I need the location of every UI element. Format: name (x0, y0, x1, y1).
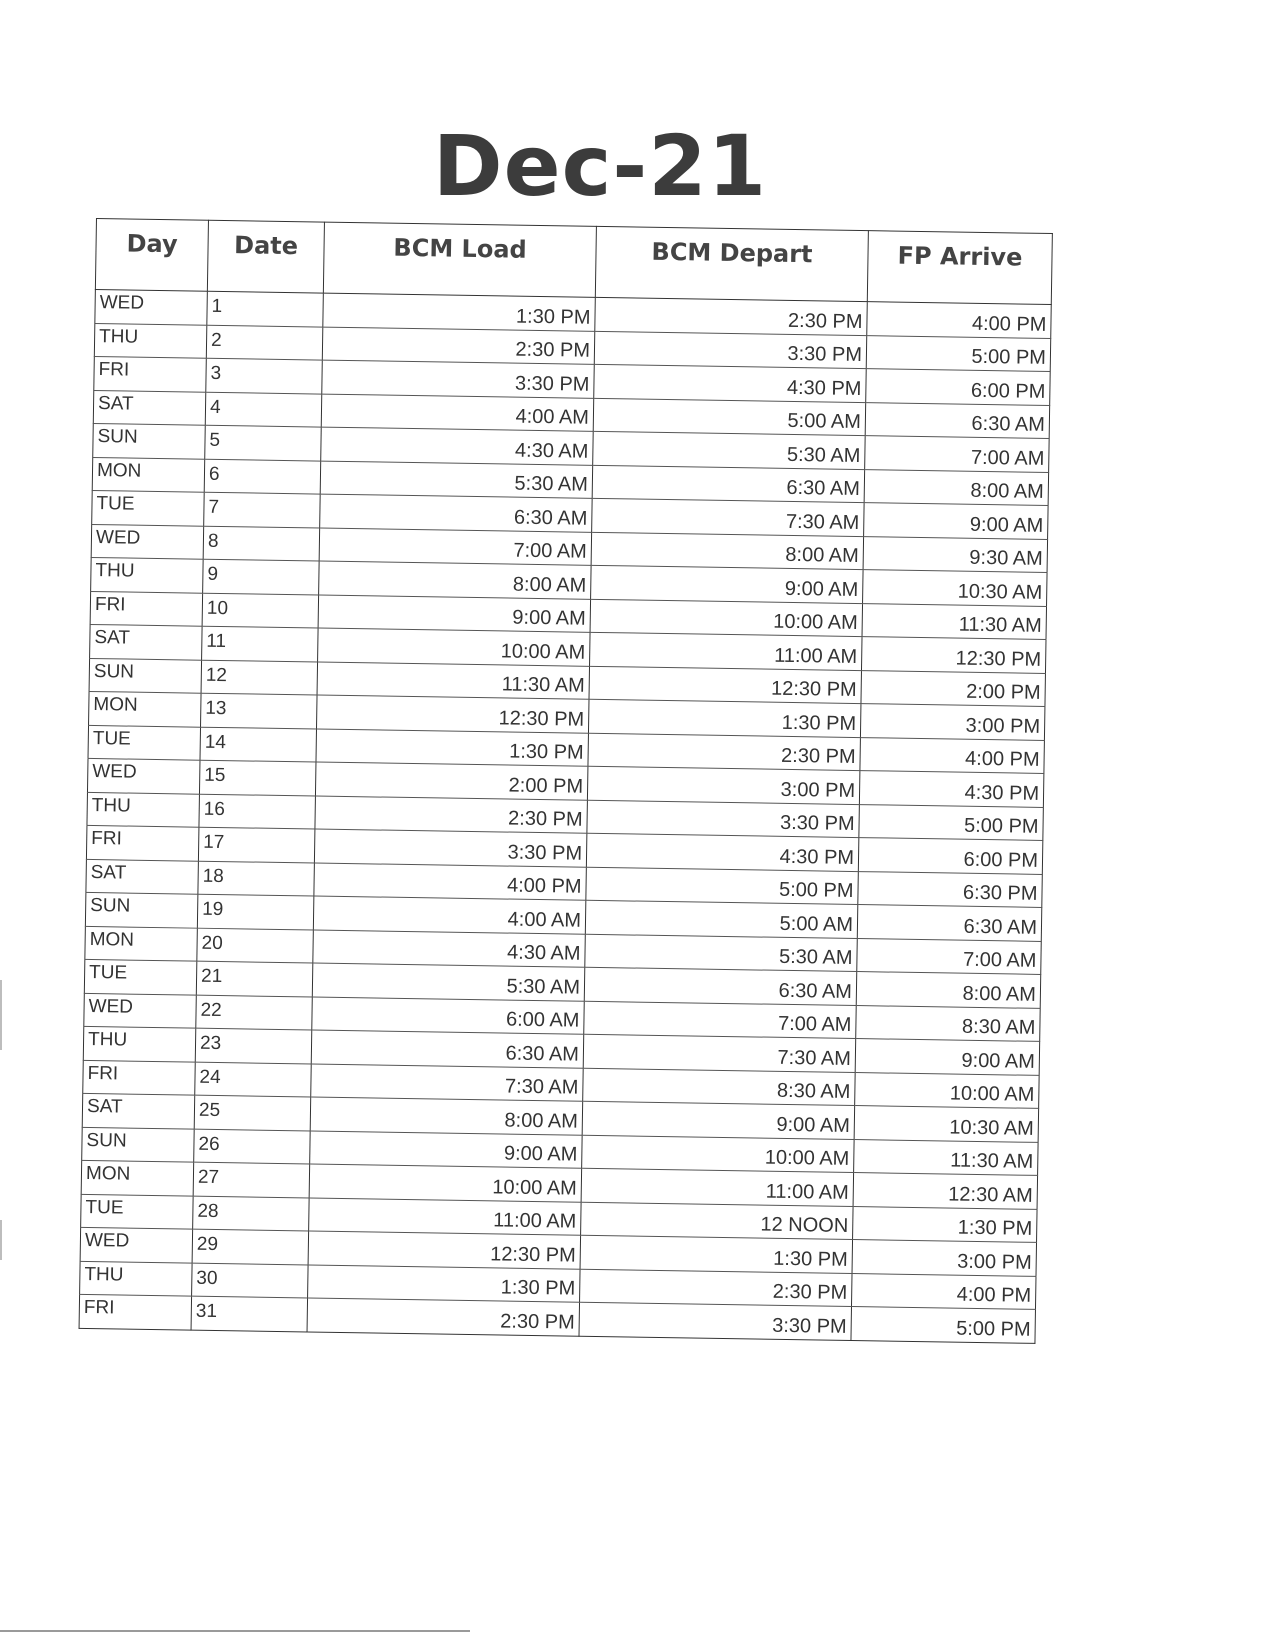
cell-bcm-depart: 2:30 PM (595, 297, 867, 335)
cell-bcm-load: 4:00 PM (314, 863, 586, 901)
cell-fp-arrive: 9:00 AM (855, 1039, 1040, 1075)
cell-bcm-load: 5:30 AM (312, 963, 584, 1001)
cell-date: 7 (204, 492, 321, 527)
cell-bcm-load: 12:30 PM (308, 1231, 580, 1269)
cell-date: 4 (205, 392, 322, 427)
cell-bcm-depart: 1:30 PM (580, 1235, 852, 1273)
cell-bcm-load: 11:30 AM (317, 662, 589, 700)
cell-fp-arrive: 5:00 PM (866, 335, 1051, 371)
cell-date: 6 (204, 459, 321, 494)
cell-date: 2 (206, 325, 323, 360)
cell-date: 10 (202, 593, 319, 628)
cell-date: 12 (201, 660, 318, 695)
cell-fp-arrive: 1:30 PM (853, 1206, 1038, 1242)
cell-day: WED (84, 993, 197, 1028)
cell-fp-arrive: 7:00 AM (865, 436, 1050, 472)
scan-edge-mark (0, 980, 2, 1050)
cell-date: 22 (196, 995, 313, 1030)
cell-day: MON (85, 926, 198, 961)
cell-bcm-load: 6:30 AM (320, 494, 592, 532)
cell-fp-arrive: 2:00 PM (861, 670, 1046, 706)
cell-day: SAT (86, 859, 199, 894)
cell-bcm-depart: 10:00 AM (590, 599, 862, 637)
cell-day: SAT (93, 390, 206, 425)
cell-bcm-load: 1:30 PM (316, 729, 588, 767)
schedule-sheet (79, 218, 1053, 1343)
cell-fp-arrive: 5:00 PM (851, 1307, 1036, 1343)
header-fp-arrive: FP Arrive (867, 231, 1052, 305)
cell-date: 14 (200, 727, 317, 762)
cell-date: 30 (192, 1263, 309, 1298)
cell-day: SUN (85, 892, 198, 927)
cell-bcm-load: 8:00 AM (310, 1097, 582, 1135)
cell-date: 1 (207, 291, 324, 326)
cell-fp-arrive: 4:00 PM (867, 302, 1052, 338)
cell-fp-arrive: 3:00 PM (860, 704, 1045, 740)
cell-day: TUE (81, 1194, 194, 1229)
cell-bcm-depart: 4:30 PM (594, 364, 866, 402)
cell-bcm-load: 3:30 PM (322, 360, 594, 398)
cell-bcm-load: 1:30 PM (308, 1264, 580, 1302)
cell-bcm-load: 3:30 PM (314, 829, 586, 867)
cell-bcm-load: 2:30 PM (307, 1298, 579, 1336)
cell-bcm-depart: 7:30 AM (583, 1034, 855, 1072)
cell-fp-arrive: 6:00 PM (858, 838, 1043, 874)
cell-fp-arrive: 4:30 PM (859, 771, 1044, 807)
cell-date: 16 (199, 794, 316, 829)
cell-bcm-load: 8:00 AM (319, 561, 591, 599)
cell-bcm-depart: 2:30 PM (580, 1269, 852, 1307)
cell-day: SAT (90, 624, 203, 659)
cell-bcm-depart: 7:30 AM (592, 498, 864, 536)
cell-bcm-load: 2:30 PM (322, 327, 594, 365)
cell-date: 8 (203, 526, 320, 561)
cell-day: MON (81, 1160, 194, 1195)
cell-fp-arrive: 10:30 AM (863, 570, 1048, 606)
cell-bcm-depart: 8:30 AM (583, 1068, 855, 1106)
cell-bcm-load: 4:00 AM (313, 896, 585, 934)
cell-day: THU (91, 557, 204, 592)
cell-bcm-load: 1:30 PM (323, 293, 595, 331)
cell-day: SUN (93, 423, 206, 458)
cell-date: 25 (194, 1095, 311, 1130)
header-bcm-load: BCM Load (323, 222, 596, 297)
cell-bcm-depart: 3:30 PM (587, 800, 859, 838)
cell-date: 3 (206, 358, 323, 393)
cell-bcm-load: 7:30 AM (311, 1063, 583, 1101)
cell-bcm-depart: 7:00 AM (584, 1001, 856, 1039)
cell-fp-arrive: 8:30 AM (856, 1005, 1041, 1041)
cell-bcm-depart: 11:00 AM (590, 632, 862, 670)
cell-bcm-depart: 5:30 AM (585, 934, 857, 972)
cell-day: FRI (83, 1060, 196, 1095)
cell-bcm-load: 10:00 AM (318, 628, 590, 666)
cell-bcm-depart: 5:00 AM (593, 398, 865, 436)
cell-day: FRI (94, 356, 207, 391)
cell-bcm-load: 9:00 AM (310, 1130, 582, 1168)
cell-bcm-depart: 4:30 PM (586, 833, 858, 871)
cell-day: MON (89, 691, 202, 726)
cell-bcm-load: 2:00 PM (315, 762, 587, 800)
cell-fp-arrive: 6:00 PM (866, 369, 1051, 405)
cell-date: 23 (195, 1028, 312, 1063)
header-date: Date (207, 220, 324, 293)
cell-date: 13 (201, 693, 318, 728)
cell-bcm-depart: 6:30 AM (584, 967, 856, 1005)
cell-fp-arrive: 6:30 PM (858, 871, 1043, 907)
header-bcm-depart: BCM Depart (595, 226, 868, 301)
cell-bcm-load: 5:30 AM (320, 461, 592, 499)
table-body (79, 289, 1051, 1342)
cell-date: 26 (194, 1129, 311, 1164)
cell-bcm-load: 7:00 AM (319, 528, 591, 566)
cell-date: 9 (203, 559, 320, 594)
scan-artifact-line (0, 1630, 470, 1632)
cell-bcm-depart: 5:30 AM (593, 431, 865, 469)
cell-day: SAT (82, 1093, 195, 1128)
cell-fp-arrive: 12:30 PM (861, 637, 1046, 673)
cell-day: WED (87, 758, 200, 793)
cell-bcm-depart: 5:00 PM (586, 867, 858, 905)
cell-fp-arrive: 7:00 AM (857, 938, 1042, 974)
cell-bcm-depart: 9:00 AM (591, 565, 863, 603)
cell-fp-arrive: 3:00 PM (852, 1240, 1037, 1276)
cell-fp-arrive: 10:30 AM (854, 1106, 1039, 1142)
cell-date: 18 (198, 861, 315, 896)
cell-day: FRI (90, 591, 203, 626)
cell-day: WED (91, 524, 204, 559)
cell-fp-arrive: 4:00 PM (860, 737, 1045, 773)
cell-day: THU (87, 792, 200, 827)
cell-fp-arrive: 5:00 PM (859, 804, 1044, 840)
cell-fp-arrive: 6:30 AM (857, 905, 1042, 941)
cell-fp-arrive: 8:00 AM (856, 972, 1041, 1008)
cell-day: WED (95, 289, 208, 324)
cell-bcm-load: 2:30 PM (315, 796, 587, 834)
cell-day: THU (94, 323, 207, 358)
header-day: Day (95, 219, 208, 292)
cell-day: FRI (79, 1294, 192, 1329)
cell-bcm-depart: 3:30 PM (579, 1302, 851, 1340)
cell-bcm-depart: 3:30 PM (594, 331, 866, 369)
cell-bcm-depart: 12 NOON (581, 1202, 853, 1240)
cell-fp-arrive: 9:30 AM (863, 536, 1048, 572)
cell-day: SUN (82, 1127, 195, 1162)
cell-date: 21 (196, 961, 313, 996)
cell-fp-arrive: 11:30 AM (854, 1139, 1039, 1175)
cell-date: 11 (202, 626, 319, 661)
cell-date: 20 (197, 928, 314, 963)
cell-fp-arrive: 10:00 AM (855, 1072, 1040, 1108)
cell-day: THU (83, 1026, 196, 1061)
cell-bcm-depart: 6:30 AM (592, 465, 864, 503)
cell-bcm-load: 4:30 AM (313, 930, 585, 968)
cell-bcm-depart: 2:30 PM (588, 733, 860, 771)
cell-day: FRI (86, 825, 199, 860)
cell-bcm-load: 4:30 AM (321, 427, 593, 465)
cell-date: 24 (195, 1062, 312, 1097)
cell-day: TUE (88, 725, 201, 760)
page-title: Dec-21 (432, 117, 768, 215)
cell-bcm-depart: 5:00 AM (585, 900, 857, 938)
cell-bcm-depart: 1:30 PM (588, 699, 860, 737)
cell-bcm-depart: 8:00 AM (591, 532, 863, 570)
cell-fp-arrive: 6:30 AM (865, 402, 1050, 438)
cell-bcm-depart: 12:30 PM (589, 666, 861, 704)
schedule-table (79, 218, 1053, 1343)
cell-day: SUN (89, 658, 202, 693)
cell-bcm-depart: 9:00 AM (582, 1101, 854, 1139)
cell-bcm-load: 10:00 AM (309, 1164, 581, 1202)
cell-date: 19 (197, 894, 314, 929)
cell-bcm-depart: 3:00 PM (587, 766, 859, 804)
cell-date: 5 (205, 425, 322, 460)
cell-bcm-load: 6:30 AM (311, 1030, 583, 1068)
cell-date: 28 (193, 1196, 310, 1231)
cell-fp-arrive: 4:00 PM (851, 1273, 1036, 1309)
cell-date: 15 (199, 760, 316, 795)
cell-day: TUE (84, 959, 197, 994)
cell-bcm-load: 12:30 PM (317, 695, 589, 733)
cell-bcm-load: 4:00 AM (321, 394, 593, 432)
cell-bcm-load: 6:00 AM (312, 996, 584, 1034)
cell-bcm-depart: 10:00 AM (582, 1135, 854, 1173)
cell-date: 31 (191, 1296, 308, 1331)
cell-day: THU (80, 1261, 193, 1296)
scan-edge-mark (0, 1220, 2, 1260)
cell-fp-arrive: 8:00 AM (864, 469, 1049, 505)
cell-fp-arrive: 11:30 AM (862, 603, 1047, 639)
cell-date: 17 (198, 827, 315, 862)
cell-date: 27 (193, 1162, 310, 1197)
cell-day: WED (80, 1227, 193, 1262)
cell-fp-arrive: 9:00 AM (864, 503, 1049, 539)
cell-bcm-load: 9:00 AM (318, 595, 590, 633)
cell-day: TUE (92, 490, 205, 525)
cell-date: 29 (192, 1229, 309, 1264)
cell-fp-arrive: 12:30 AM (853, 1173, 1038, 1209)
cell-bcm-depart: 11:00 AM (581, 1168, 853, 1206)
cell-bcm-load: 11:00 AM (309, 1197, 581, 1235)
cell-day: MON (92, 457, 205, 492)
